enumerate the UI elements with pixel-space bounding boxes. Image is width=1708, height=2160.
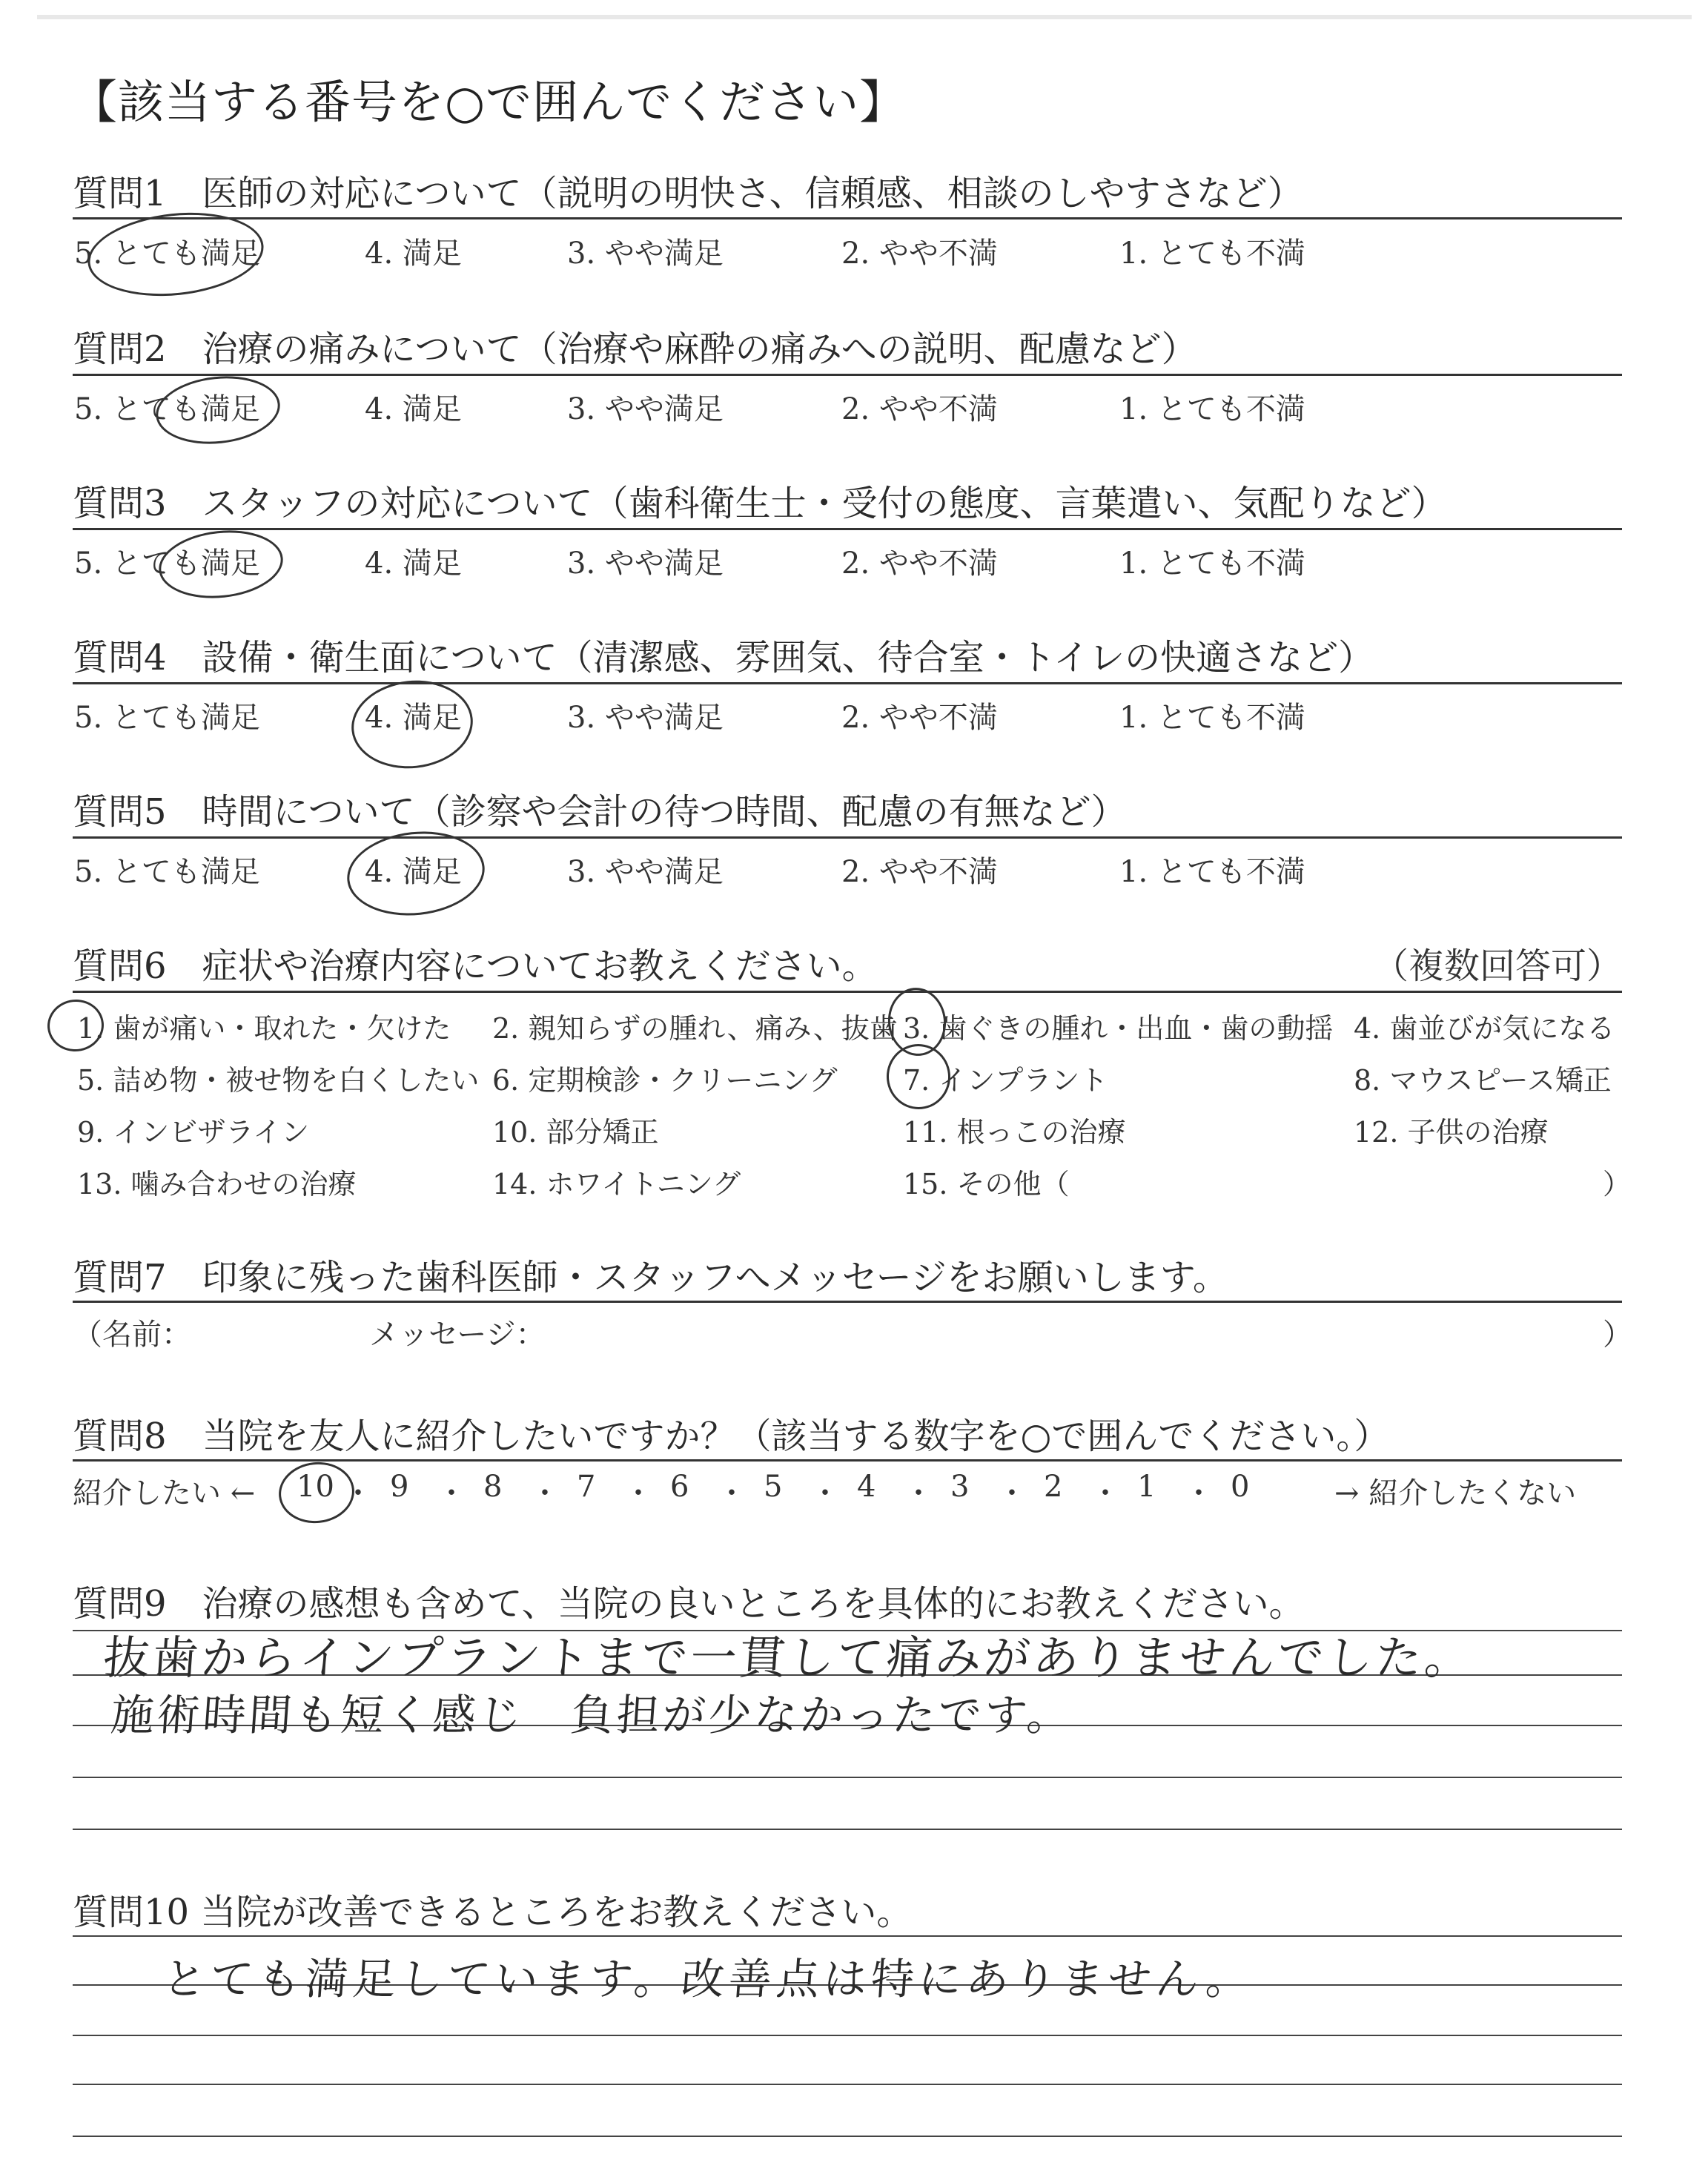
q3-option-1[interactable]: 1. とても不満 (1119, 546, 1305, 581)
question-3-title: 質問3 スタッフの対応について（歯科衛生士・受付の態度、言葉遣い、気配りなど） (73, 483, 1447, 524)
q6-item-13[interactable]: 13. 噛み合わせの治療 (77, 1168, 357, 1200)
top-border (37, 15, 1692, 19)
q3-option-4[interactable]: 4. 満足 (365, 546, 462, 581)
question-1-rule (73, 217, 1622, 219)
q1-option-3[interactable]: 3. やや満足 (567, 237, 724, 271)
q6-item-6[interactable]: 6. 定期検診・クリーニング (492, 1064, 838, 1097)
q3-answer-circle (156, 524, 286, 604)
q7-close-paren: ） (1603, 1318, 1632, 1352)
scale-value-3[interactable]: 3 (950, 1470, 970, 1504)
question-1-title: 質問1 医師の対応について（説明の明快さ、信頼感、相談のしやすさなど） (73, 173, 1303, 214)
q2-option-4[interactable]: 4. 満足 (365, 392, 462, 426)
question-4-rule (73, 682, 1622, 684)
q9-answer-line-2: 施術時間も短く感じ 負担が少なかったです。 (109, 1690, 1075, 1740)
q1-option-1[interactable]: 1. とても不満 (1119, 237, 1305, 271)
scale-value-5[interactable]: 5 (764, 1470, 783, 1504)
question-4-title: 質問4 設備・衛生面について（清潔感、雰囲気、待合室・トイレの快適さなど） (73, 637, 1374, 678)
scale-separator: ・ (530, 1476, 560, 1510)
scale-value-10[interactable]: 10 (297, 1470, 334, 1504)
question-8-title: 質問8 当院を友人に紹介したいですか？（該当する数字を○で囲んでください。） (73, 1416, 1390, 1457)
q9-line-5 (73, 1829, 1622, 1830)
q6-item-2[interactable]: 2. 親知らずの腫れ、痛み、抜歯 (492, 1012, 898, 1045)
question-6-note: （複数回答可） (1372, 945, 1622, 987)
question-7-title: 質問7 印象に残った歯科医師・スタッフへメッセージをお願いします。 (73, 1257, 1228, 1298)
question-6-title: 質問6 症状や治療内容についてお教えください。 (73, 945, 878, 987)
scale-value-0[interactable]: 0 (1231, 1470, 1250, 1504)
scale-value-1[interactable]: 1 (1137, 1470, 1156, 1504)
q5-option-3[interactable]: 3. やや満足 (567, 855, 724, 889)
q2-option-5[interactable]: 5. とても満足 (74, 392, 260, 426)
scale-separator: ・ (810, 1476, 840, 1510)
scale-separator: ・ (997, 1476, 1027, 1510)
scale-separator: ・ (1184, 1476, 1214, 1510)
q4-answer-circle (347, 675, 477, 774)
q6-item-9[interactable]: 9. インビザライン (77, 1116, 310, 1149)
q8-answer-circle (276, 1459, 357, 1527)
q6-item-15-close: ） (1603, 1168, 1632, 1200)
question-6-rule (73, 991, 1622, 993)
q8-left-label: 紹介したい ← (73, 1476, 256, 1510)
scale-value-2[interactable]: 2 (1044, 1470, 1063, 1504)
q8-right-label: → 紹介したくない (1334, 1476, 1577, 1510)
q4-option-1[interactable]: 1. とても不満 (1119, 701, 1305, 735)
question-3-rule (73, 528, 1622, 530)
scale-separator: ・ (623, 1476, 653, 1510)
q6-item-1[interactable]: 1. 歯が痛い・取れた・欠けた (77, 1012, 451, 1045)
question-10-title: 質問10 当院が改善できるところをお教えください。 (73, 1892, 913, 1933)
q2-option-2[interactable]: 2. やや不満 (841, 392, 998, 426)
q2-option-3[interactable]: 3. やや満足 (567, 392, 724, 426)
q6-item-7[interactable]: 7. インプラント (903, 1064, 1108, 1097)
form-header: 【該当する番号を○で囲んでください】 (71, 75, 907, 129)
q1-answer-circle (84, 205, 268, 304)
q1-option-2[interactable]: 2. やや不満 (841, 237, 998, 271)
scale-separator: ・ (904, 1476, 933, 1510)
q2-option-1[interactable]: 1. とても不満 (1119, 392, 1305, 426)
q6-circle-7 (884, 1041, 954, 1113)
q1-option-5[interactable]: 5. とても満足 (74, 237, 260, 271)
scale-separator: ・ (343, 1476, 373, 1510)
question-5-rule (73, 836, 1622, 839)
q5-answer-circle (343, 825, 489, 922)
scale-separator: ・ (437, 1476, 466, 1510)
q6-item-12[interactable]: 12. 子供の治療 (1354, 1116, 1549, 1149)
q4-option-5[interactable]: 5. とても満足 (74, 701, 260, 735)
question-9-title: 質問9 治療の感想も含めて、当院の良いところを具体的にお教えください。 (73, 1583, 1305, 1625)
q6-item-4[interactable]: 4. 歯並びが気になる (1354, 1012, 1615, 1045)
q5-option-5[interactable]: 5. とても満足 (74, 855, 260, 889)
q9-answer-line-1: 抜歯からインプラントまで一貫して痛みがありませんでした。 (102, 1631, 1476, 1685)
q10-answer-line-1: とても満足しています。改善点は特にありません。 (161, 1954, 1255, 2004)
scale-value-6[interactable]: 6 (670, 1470, 689, 1504)
q6-item-3[interactable]: 3. 歯ぐきの腫れ・出血・歯の動揺 (903, 1012, 1334, 1045)
question-7-rule (73, 1301, 1622, 1303)
q5-option-1[interactable]: 1. とても不満 (1119, 855, 1305, 889)
q5-option-4[interactable]: 4. 満足 (365, 855, 462, 889)
scale-value-7[interactable]: 7 (577, 1470, 596, 1504)
q1-option-4[interactable]: 4. 満足 (365, 237, 462, 271)
q6-item-8[interactable]: 8. マウスピース矯正 (1354, 1064, 1612, 1097)
q10-line-3 (73, 2035, 1622, 2036)
question-8-rule (73, 1459, 1622, 1462)
q4-option-2[interactable]: 2. やや不満 (841, 701, 998, 735)
q10-line-1 (73, 1935, 1622, 1937)
q10-line-5 (73, 2136, 1622, 2137)
q4-option-3[interactable]: 3. やや満足 (567, 701, 724, 735)
scale-value-9[interactable]: 9 (390, 1470, 409, 1504)
q7-name-label: （名前： (73, 1318, 191, 1352)
q5-option-2[interactable]: 2. やや不満 (841, 855, 998, 889)
scale-separator: ・ (1090, 1476, 1120, 1510)
scale-separator: ・ (717, 1476, 747, 1510)
q6-item-14[interactable]: 14. ホワイトニング (492, 1168, 741, 1200)
q2-answer-circle (153, 370, 283, 449)
q10-line-4 (73, 2084, 1622, 2085)
q6-item-10[interactable]: 10. 部分矯正 (492, 1116, 659, 1149)
q3-option-3[interactable]: 3. やや満足 (567, 546, 724, 581)
q6-item-15[interactable]: 15. その他（ (903, 1168, 1070, 1200)
q6-item-11[interactable]: 11. 根っこの治療 (903, 1116, 1126, 1149)
q6-item-5[interactable]: 5. 詰め物・被せ物を白くしたい (77, 1064, 480, 1097)
q4-option-4[interactable]: 4. 満足 (365, 701, 462, 735)
question-2-rule (73, 374, 1622, 376)
q3-option-5[interactable]: 5. とても満足 (74, 546, 260, 581)
q7-message-label: メッセージ： (369, 1318, 546, 1352)
q3-option-2[interactable]: 2. やや不満 (841, 546, 998, 581)
scale-value-8[interactable]: 8 (483, 1470, 503, 1504)
scale-value-4[interactable]: 4 (857, 1470, 876, 1504)
question-5-title: 質問5 時間について（診察や会計の待つ時間、配慮の有無など） (73, 791, 1127, 833)
q9-line-4 (73, 1777, 1622, 1778)
question-2-title: 質問2 治療の痛みについて（治療や麻酔の痛みへの説明、配慮など） (73, 328, 1197, 370)
